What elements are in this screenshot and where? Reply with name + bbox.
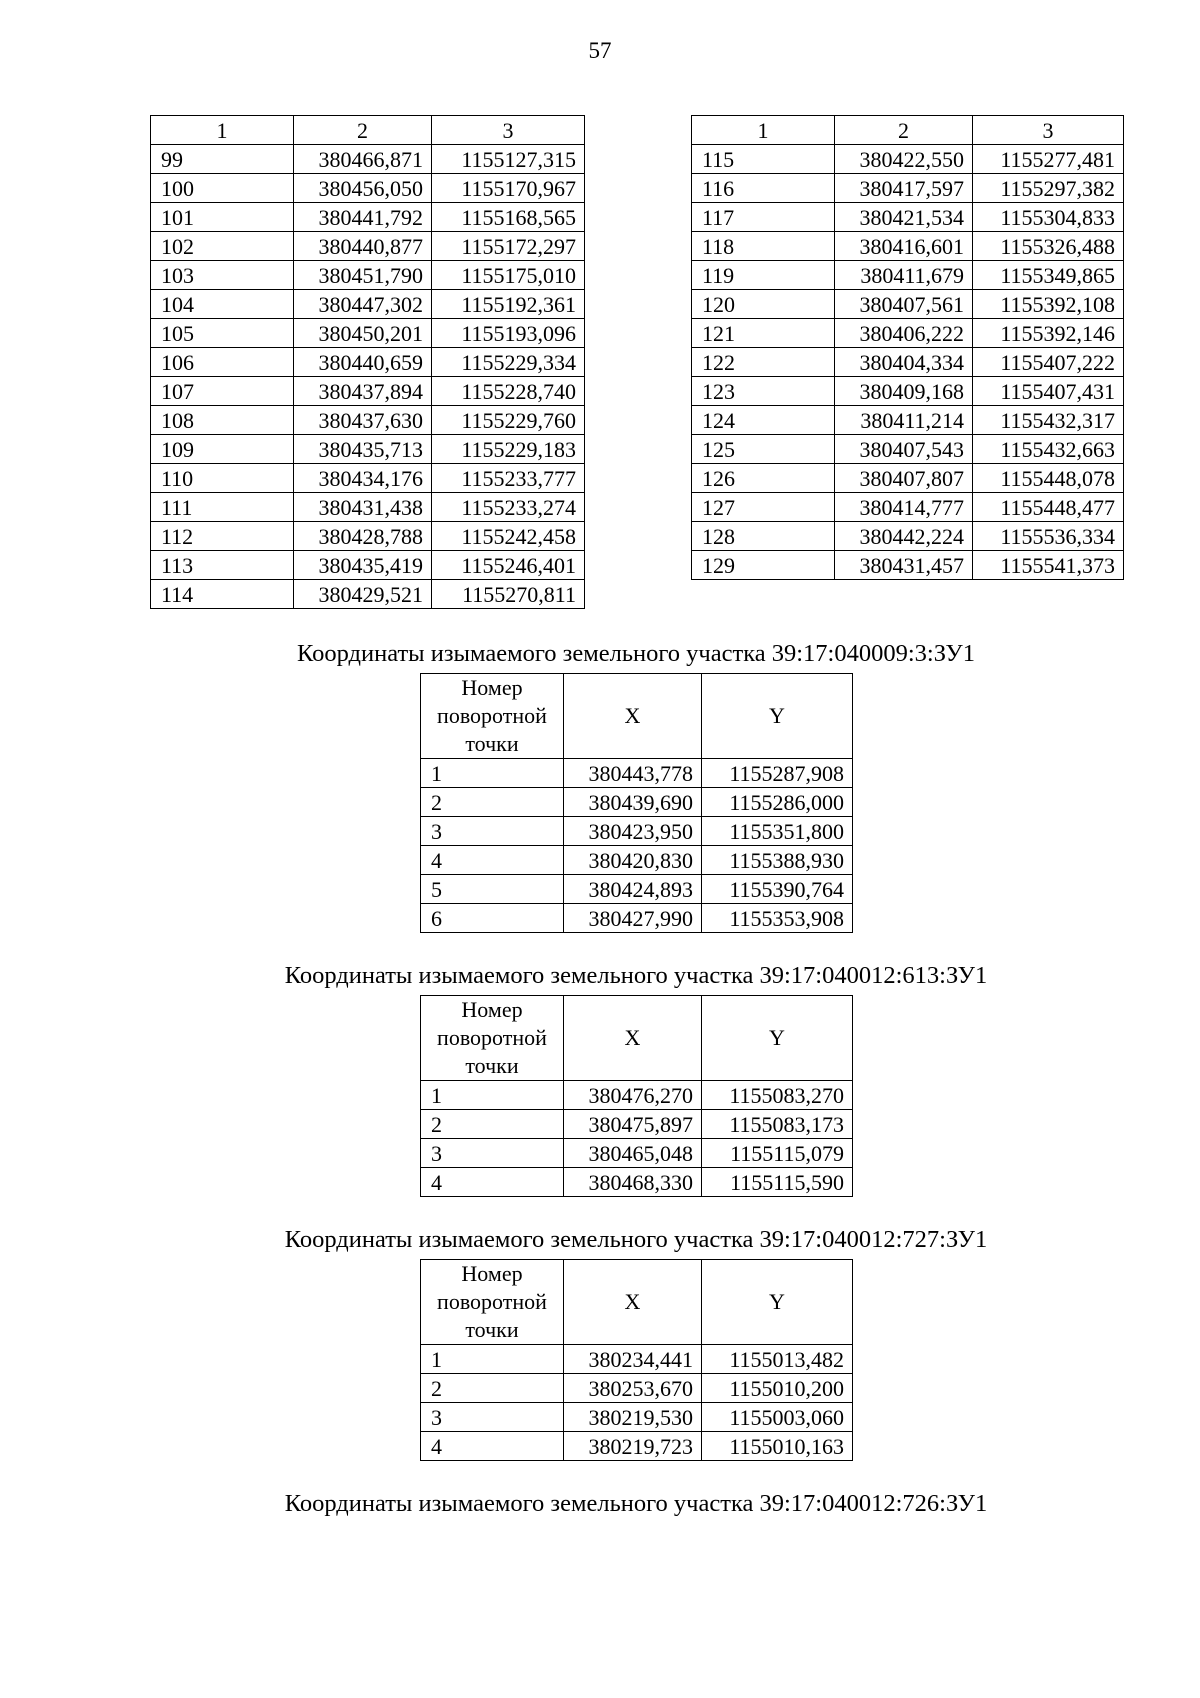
section-caption: Координаты изымаемого земельного участка 39:17:040012:726:ЗУ1 <box>284 1490 988 1517</box>
y-value-cell: 1155326,488 <box>973 232 1124 261</box>
table-row <box>151 522 585 551</box>
y-value-cell: 1155010,200 <box>702 1374 853 1403</box>
x-value-cell: 380456,050 <box>294 174 432 203</box>
x-value-cell: 380465,048 <box>564 1139 702 1168</box>
table-row <box>692 261 1124 290</box>
x-value-cell: 380253,670 <box>564 1374 702 1403</box>
point-number-cell: 117 <box>692 203 835 232</box>
header-line: поворотной <box>437 1289 547 1314</box>
y-value-cell: 1155192,361 <box>432 290 585 319</box>
y-value-cell: 1155353,908 <box>702 904 853 933</box>
point-number-cell: 129 <box>692 551 835 580</box>
x-value-cell: 380414,777 <box>835 493 973 522</box>
table-row <box>421 817 853 846</box>
x-value-cell: 380422,550 <box>835 145 973 174</box>
point-number-cell: 99 <box>151 145 294 174</box>
x-value-cell: 380219,723 <box>564 1432 702 1461</box>
point-number-cell: 128 <box>692 522 835 551</box>
point-number-cell: 5 <box>421 875 564 904</box>
header-line: поворотной <box>437 703 547 728</box>
y-value-cell: 1155432,317 <box>973 406 1124 435</box>
table-header-row <box>421 1260 853 1345</box>
x-value-cell: 380219,530 <box>564 1403 702 1432</box>
table-header-row <box>421 674 853 759</box>
x-value-cell: 380420,830 <box>564 846 702 875</box>
table-row <box>421 1432 853 1461</box>
x-value-cell: 380429,521 <box>294 580 432 609</box>
y-value-cell: 1155392,146 <box>973 319 1124 348</box>
table-row <box>151 580 585 609</box>
y-value-cell: 1155351,800 <box>702 817 853 846</box>
table-row <box>692 435 1124 464</box>
x-value-cell: 380435,419 <box>294 551 432 580</box>
y-header: Y <box>702 996 853 1081</box>
x-value-cell: 380451,790 <box>294 261 432 290</box>
point-number-cell: 123 <box>692 377 835 406</box>
y-value-cell: 1155388,930 <box>702 846 853 875</box>
point-number-cell: 109 <box>151 435 294 464</box>
coordinates-table <box>420 1259 853 1461</box>
table-row <box>421 1081 853 1110</box>
point-number-cell: 124 <box>692 406 835 435</box>
point-number-cell: 112 <box>151 522 294 551</box>
table-row <box>151 145 585 174</box>
table-row <box>151 348 585 377</box>
y-value-cell: 1155349,865 <box>973 261 1124 290</box>
table-row <box>151 232 585 261</box>
x-value-cell: 380431,457 <box>835 551 973 580</box>
header-line: точки <box>465 1317 519 1342</box>
table-row <box>151 290 585 319</box>
x-value-cell: 380404,334 <box>835 348 973 377</box>
y-value-cell: 1155432,663 <box>973 435 1124 464</box>
table-body <box>421 759 853 933</box>
y-value-cell: 1155115,079 <box>702 1139 853 1168</box>
coordinates-table-continued-left <box>150 115 585 609</box>
point-number-cell: 102 <box>151 232 294 261</box>
point-number-cell: 122 <box>692 348 835 377</box>
table-row <box>421 1374 853 1403</box>
y-header: Y <box>702 674 853 759</box>
x-value-cell: 380442,224 <box>835 522 973 551</box>
point-number-cell: 2 <box>421 1110 564 1139</box>
x-value-cell: 380421,534 <box>835 203 973 232</box>
y-value-cell: 1155229,183 <box>432 435 585 464</box>
table-row <box>692 232 1124 261</box>
y-value-cell: 1155536,334 <box>973 522 1124 551</box>
column-header: 3 <box>973 116 1124 145</box>
x-header: X <box>564 996 702 1081</box>
column-header: 1 <box>692 116 835 145</box>
table-row <box>151 174 585 203</box>
y-value-cell: 1155170,967 <box>432 174 585 203</box>
x-value-cell: 380435,713 <box>294 435 432 464</box>
x-value-cell: 380476,270 <box>564 1081 702 1110</box>
table-row <box>151 551 585 580</box>
header-line: Номер <box>461 675 523 700</box>
x-value-cell: 380423,950 <box>564 817 702 846</box>
x-value-cell: 380409,168 <box>835 377 973 406</box>
x-value-cell: 380407,561 <box>835 290 973 319</box>
table-header-row <box>692 116 1124 145</box>
table-row <box>692 377 1124 406</box>
point-number-cell: 100 <box>151 174 294 203</box>
table-row <box>692 203 1124 232</box>
point-number-cell: 104 <box>151 290 294 319</box>
header-line: точки <box>465 1053 519 1078</box>
column-header: 3 <box>432 116 585 145</box>
point-number-cell: 125 <box>692 435 835 464</box>
y-value-cell: 1155541,373 <box>973 551 1124 580</box>
point-number-cell: 111 <box>151 493 294 522</box>
point-number-cell: 2 <box>421 788 564 817</box>
point-number-cell: 127 <box>692 493 835 522</box>
table-row <box>151 464 585 493</box>
y-value-cell: 1155297,382 <box>973 174 1124 203</box>
x-value-cell: 380417,597 <box>835 174 973 203</box>
table-row <box>421 1110 853 1139</box>
table-row <box>151 493 585 522</box>
header-line: точки <box>465 731 519 756</box>
table-row <box>151 261 585 290</box>
section-caption: Координаты изымаемого земельного участка 39:17:040009:3:ЗУ1 <box>297 640 975 667</box>
y-header: Y <box>702 1260 853 1345</box>
point-number-cell: 3 <box>421 817 564 846</box>
point-number-cell: 106 <box>151 348 294 377</box>
point-number-cell: 103 <box>151 261 294 290</box>
x-value-cell: 380427,990 <box>564 904 702 933</box>
x-value-cell: 380428,788 <box>294 522 432 551</box>
table-row <box>692 290 1124 319</box>
point-number-cell: 115 <box>692 145 835 174</box>
y-value-cell: 1155193,096 <box>432 319 585 348</box>
table-header-row <box>421 996 853 1081</box>
point-number-cell: 107 <box>151 377 294 406</box>
point-number-cell: 101 <box>151 203 294 232</box>
table-row <box>421 1345 853 1374</box>
table-row <box>692 348 1124 377</box>
table-row <box>421 1168 853 1197</box>
x-value-cell: 380441,792 <box>294 203 432 232</box>
table-row <box>692 464 1124 493</box>
y-value-cell: 1155168,565 <box>432 203 585 232</box>
table-row <box>151 406 585 435</box>
column-header: 2 <box>294 116 432 145</box>
y-value-cell: 1155233,274 <box>432 493 585 522</box>
point-number-cell: 105 <box>151 319 294 348</box>
point-number-cell: 1 <box>421 1345 564 1374</box>
coordinates-table <box>420 995 853 1197</box>
x-header: X <box>564 674 702 759</box>
table-row <box>692 551 1124 580</box>
y-value-cell: 1155115,590 <box>702 1168 853 1197</box>
header-line: Номер <box>461 1261 523 1286</box>
x-value-cell: 380416,601 <box>835 232 973 261</box>
coordinates-table-continued-right <box>691 115 1124 580</box>
y-value-cell: 1155286,000 <box>702 788 853 817</box>
table-row <box>692 493 1124 522</box>
table-row <box>421 875 853 904</box>
x-header: X <box>564 1260 702 1345</box>
point-number-header <box>421 674 564 759</box>
y-value-cell: 1155287,908 <box>702 759 853 788</box>
table-row <box>151 435 585 464</box>
x-value-cell: 380439,690 <box>564 788 702 817</box>
point-number-cell: 120 <box>692 290 835 319</box>
point-number-cell: 113 <box>151 551 294 580</box>
column-header: 1 <box>151 116 294 145</box>
x-value-cell: 380475,897 <box>564 1110 702 1139</box>
point-number-cell: 3 <box>421 1403 564 1432</box>
point-number-cell: 1 <box>421 759 564 788</box>
y-value-cell: 1155407,431 <box>973 377 1124 406</box>
table-row <box>151 319 585 348</box>
point-number-cell: 119 <box>692 261 835 290</box>
table-body <box>692 145 1124 580</box>
y-value-cell: 1155304,833 <box>973 203 1124 232</box>
table-row <box>692 174 1124 203</box>
point-number-cell: 114 <box>151 580 294 609</box>
point-number-cell: 108 <box>151 406 294 435</box>
y-value-cell: 1155390,764 <box>702 875 853 904</box>
y-value-cell: 1155127,315 <box>432 145 585 174</box>
point-number-cell: 121 <box>692 319 835 348</box>
table-row <box>421 846 853 875</box>
coordinates-table <box>420 673 853 933</box>
table-row <box>692 319 1124 348</box>
x-value-cell: 380466,871 <box>294 145 432 174</box>
table-header-row <box>151 116 585 145</box>
x-value-cell: 380424,893 <box>564 875 702 904</box>
section-caption: Координаты изымаемого земельного участка 39:17:040012:727:ЗУ1 <box>284 1226 988 1253</box>
y-value-cell: 1155010,163 <box>702 1432 853 1461</box>
x-value-cell: 380406,222 <box>835 319 973 348</box>
x-value-cell: 380440,659 <box>294 348 432 377</box>
y-value-cell: 1155233,777 <box>432 464 585 493</box>
y-value-cell: 1155003,060 <box>702 1403 853 1432</box>
x-value-cell: 380440,877 <box>294 232 432 261</box>
point-number-cell: 2 <box>421 1374 564 1403</box>
table-row <box>692 406 1124 435</box>
y-value-cell: 1155013,482 <box>702 1345 853 1374</box>
point-number-cell: 118 <box>692 232 835 261</box>
point-number-cell: 6 <box>421 904 564 933</box>
table-row <box>151 203 585 232</box>
table-body <box>151 145 585 609</box>
table-row <box>421 1403 853 1432</box>
x-value-cell: 380407,543 <box>835 435 973 464</box>
header-line: поворотной <box>437 1025 547 1050</box>
page-number: 57 <box>588 38 612 63</box>
y-value-cell: 1155392,108 <box>973 290 1124 319</box>
table-body <box>421 1081 853 1197</box>
x-value-cell: 380431,438 <box>294 493 432 522</box>
table-row <box>421 759 853 788</box>
y-value-cell: 1155083,173 <box>702 1110 853 1139</box>
point-number-cell: 1 <box>421 1081 564 1110</box>
x-value-cell: 380437,894 <box>294 377 432 406</box>
x-value-cell: 380437,630 <box>294 406 432 435</box>
x-value-cell: 380234,441 <box>564 1345 702 1374</box>
y-value-cell: 1155228,740 <box>432 377 585 406</box>
x-value-cell: 380468,330 <box>564 1168 702 1197</box>
point-number-cell: 110 <box>151 464 294 493</box>
y-value-cell: 1155407,222 <box>973 348 1124 377</box>
y-value-cell: 1155229,334 <box>432 348 585 377</box>
y-value-cell: 1155448,477 <box>973 493 1124 522</box>
table-body <box>421 1345 853 1461</box>
y-value-cell: 1155229,760 <box>432 406 585 435</box>
table-row <box>421 788 853 817</box>
point-number-cell: 4 <box>421 1168 564 1197</box>
column-header: 2 <box>835 116 973 145</box>
x-value-cell: 380411,214 <box>835 406 973 435</box>
point-number-header <box>421 996 564 1081</box>
table-row <box>151 377 585 406</box>
y-value-cell: 1155448,078 <box>973 464 1124 493</box>
table-row <box>421 904 853 933</box>
table-row <box>692 522 1124 551</box>
table-row <box>421 1139 853 1168</box>
point-number-cell: 4 <box>421 846 564 875</box>
y-value-cell: 1155083,270 <box>702 1081 853 1110</box>
table-row <box>692 145 1124 174</box>
point-number-cell: 4 <box>421 1432 564 1461</box>
header-line: Номер <box>461 997 523 1022</box>
x-value-cell: 380447,302 <box>294 290 432 319</box>
y-value-cell: 1155277,481 <box>973 145 1124 174</box>
point-number-header <box>421 1260 564 1345</box>
point-number-cell: 3 <box>421 1139 564 1168</box>
y-value-cell: 1155270,811 <box>432 580 585 609</box>
x-value-cell: 380443,778 <box>564 759 702 788</box>
point-number-cell: 126 <box>692 464 835 493</box>
y-value-cell: 1155172,297 <box>432 232 585 261</box>
y-value-cell: 1155242,458 <box>432 522 585 551</box>
x-value-cell: 380450,201 <box>294 319 432 348</box>
y-value-cell: 1155246,401 <box>432 551 585 580</box>
y-value-cell: 1155175,010 <box>432 261 585 290</box>
x-value-cell: 380434,176 <box>294 464 432 493</box>
x-value-cell: 380411,679 <box>835 261 973 290</box>
section-caption: Координаты изымаемого земельного участка 39:17:040012:613:ЗУ1 <box>284 962 988 989</box>
x-value-cell: 380407,807 <box>835 464 973 493</box>
point-number-cell: 116 <box>692 174 835 203</box>
